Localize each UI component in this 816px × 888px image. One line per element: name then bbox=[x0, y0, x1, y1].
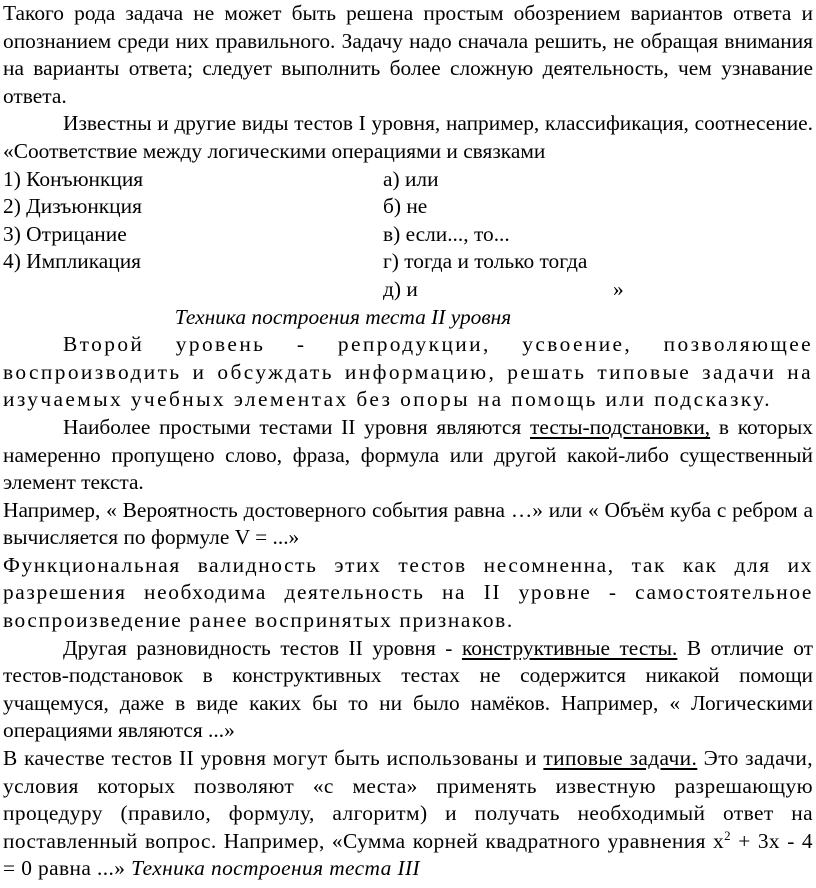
list-item-left: 2) Дизъюнкция bbox=[3, 194, 142, 219]
list-item-right: г) тогда и только тогда bbox=[383, 249, 588, 274]
list-item bbox=[3, 193, 813, 221]
list-item bbox=[3, 276, 813, 304]
term-constructive-tests: конструктивные тесты. bbox=[461, 635, 678, 660]
next-section-heading: Техника построения теста III bbox=[131, 856, 421, 881]
term-typical-tasks: типовые задачи. bbox=[543, 746, 698, 771]
paragraph-task-description: Такого рода задача не может быть решена простым обозрением вариантов ответа и опознанием среди них правильного. Задачу надо сначала решить, не обращая внимания на варианты ответа; следует выполнить более сложную деятельность, чем узнавание ответа. bbox=[3, 1, 813, 108]
paragraph-example-probability: Например, « Вероятность достоверного события равна …» или « Объём куба с ребром а вычисляется по формуле V = ...» bbox=[3, 497, 813, 550]
text-run: в которых намеренно пропущено слово, фраза, формула или другой какой-либо существенный элемент текста. bbox=[3, 414, 813, 495]
list-item bbox=[3, 166, 813, 194]
text-run: В качестве тестов II уровня могут быть использованы и bbox=[3, 746, 544, 771]
paragraph-other-test-types: Известны и другие виды тестов I уровня, например, классификация, соотнесение. «Соответствие между логическими операциями и связками bbox=[3, 111, 813, 163]
list-item-right: а) или bbox=[383, 166, 439, 191]
list-item-right: д) и bbox=[383, 276, 418, 301]
matching-list bbox=[3, 166, 813, 304]
list-item-right: б) не bbox=[383, 194, 428, 219]
superscript-exponent: 2 bbox=[724, 827, 732, 843]
paragraph-second-level: Второй уровень - репродукции, усвоение, позволяющее воспроизводить и обсуждать информацию, решать типовые задачи на изучаемых учебных элементах без опоры на помощь или подсказку. bbox=[3, 332, 813, 412]
list-item-left: 1) Конъюнкция bbox=[3, 166, 144, 191]
paragraph-typical-tasks bbox=[3, 745, 813, 883]
list-close-quote: » bbox=[613, 276, 624, 301]
text-run: + 3x - 4 = 0 равна ...» bbox=[3, 828, 813, 881]
term-substitution-tests: тесты-подстановки, bbox=[529, 414, 711, 439]
text-run: Наиболее простыми тестами II уровня являются bbox=[63, 414, 530, 439]
list-item-right: в) если..., то... bbox=[383, 221, 510, 246]
paragraph-functional-validity: Функциональная валидность этих тестов несомненна, так как для их разрешения необходима деятельность на II уровне - самостоятельное воспроизведение ранее воспринятых признаков. bbox=[3, 552, 813, 633]
text-run: В отличие от тестов-подстановок в конструктивных тестах не содержится никакой помощи учащемуся, даже в виде каких бы то ни было намёков. Например, « Логическими операциями являются ...» bbox=[3, 635, 814, 743]
text-run: Это задачи, условия которых позволяют «с места» применять известную разрешающую процедуру (правило, формулу, алгоритм) и получать необходимый ответ на поставленный вопрос. Например, «Сумма корней квадратного уравнения x bbox=[3, 746, 813, 853]
list-item-left: 3) Отрицание bbox=[3, 221, 127, 246]
section-heading: Техника построения теста II уровня bbox=[174, 304, 512, 329]
list-item bbox=[3, 248, 813, 276]
list-item-left: 4) Импликация bbox=[3, 249, 142, 274]
text-run: Другая разновидность тестов II уровня - bbox=[63, 635, 462, 660]
list-item bbox=[3, 221, 813, 249]
paragraph-substitution-tests bbox=[3, 414, 813, 497]
paragraph-constructive-tests bbox=[3, 635, 813, 745]
